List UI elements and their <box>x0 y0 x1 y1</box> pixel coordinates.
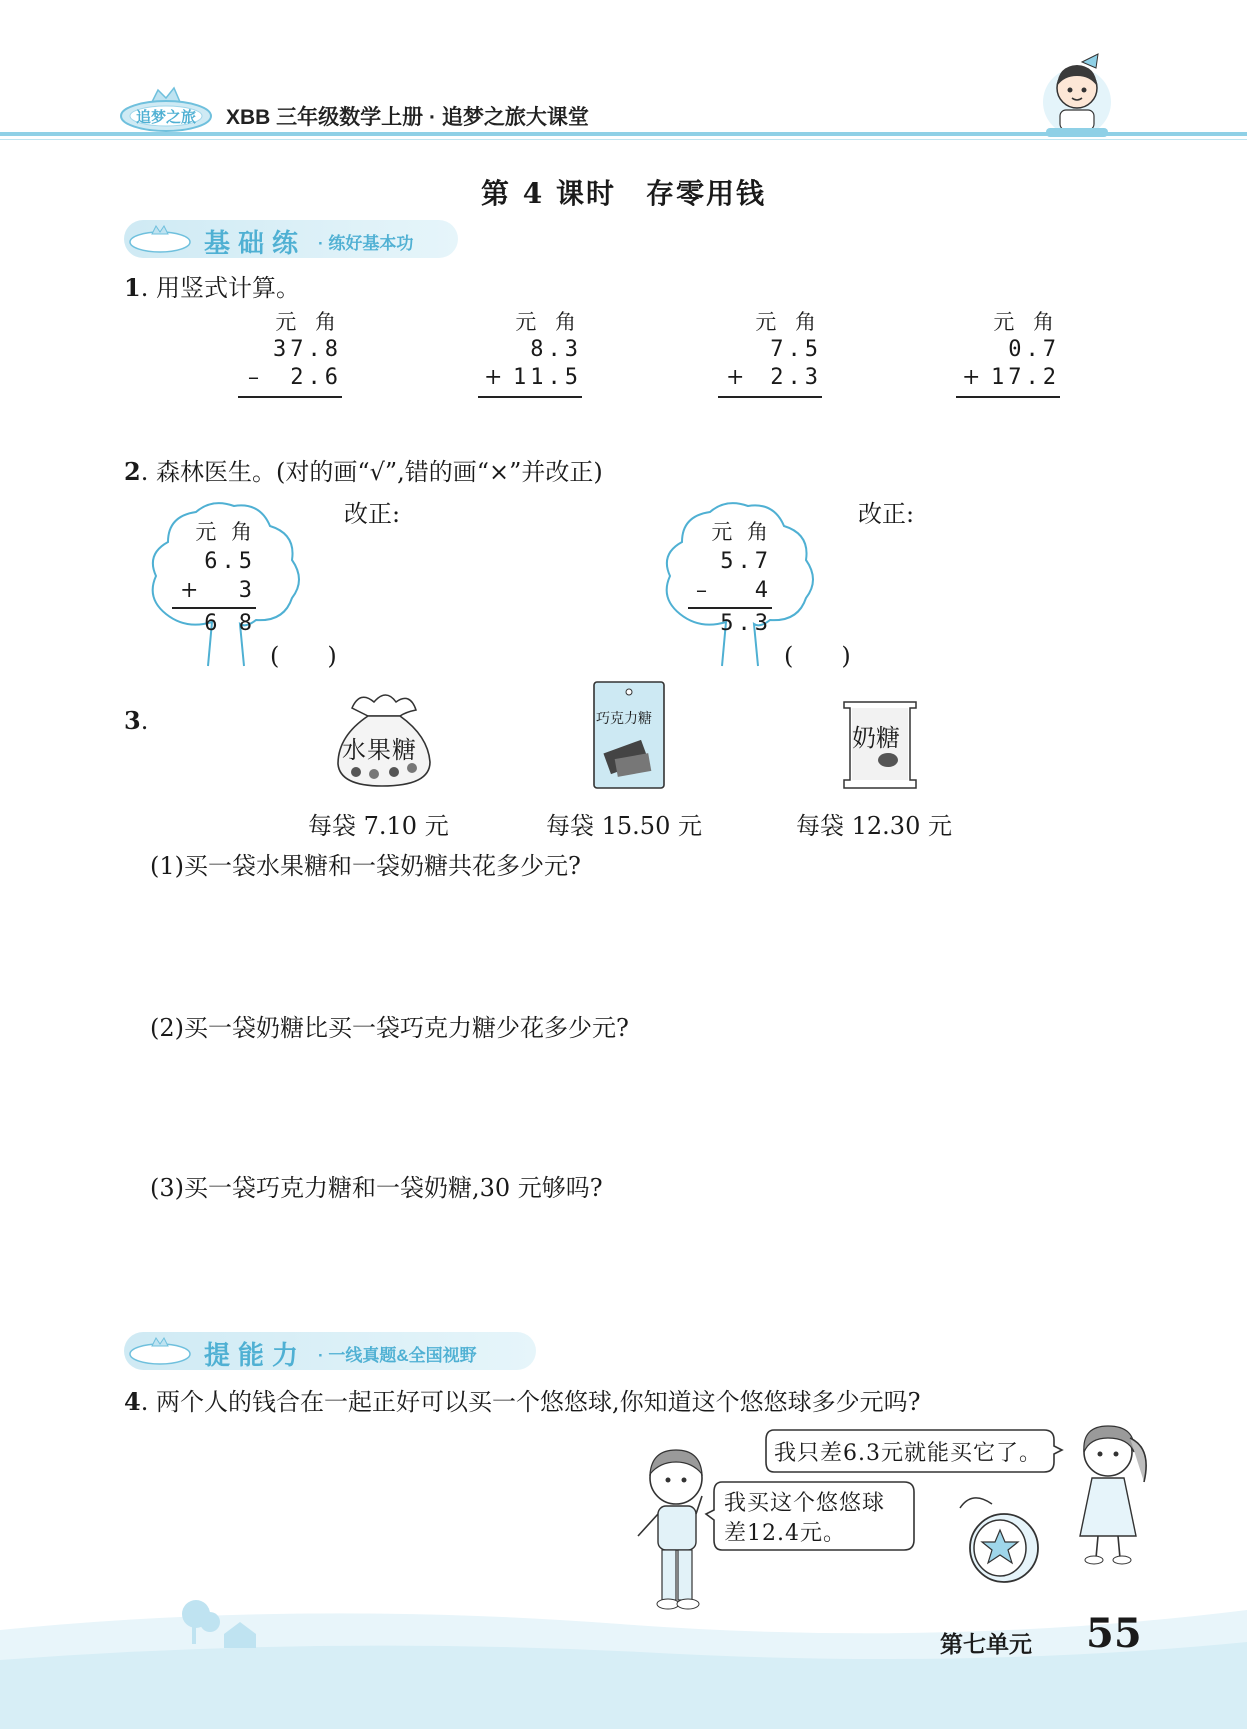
calc-operand-b: 2.6 <box>290 365 342 390</box>
question-2 <box>124 452 603 487</box>
mascot-girl-illustration <box>1038 52 1116 138</box>
price-chocolate-candy: 每袋 15.50 元 <box>546 812 702 840</box>
calc-operator: + <box>726 365 745 390</box>
boy-speech-line2: 差12.4元。 <box>724 1521 846 1546</box>
milk-candy-bag-illustration <box>842 698 918 792</box>
price-milk-candy: 每袋 12.30 元 <box>796 812 952 840</box>
vertical-calc-1 <box>238 308 342 398</box>
boy-illustration <box>632 1444 722 1614</box>
question-4 <box>124 1382 920 1417</box>
header-logo-text: 追梦之旅 <box>136 109 197 126</box>
logo-badge-icon <box>128 224 192 254</box>
section-banner-title: 基础练 <box>204 228 307 258</box>
calc-operand-a: 5.7 <box>720 549 772 574</box>
section-banner-subtitle: · 一线真题&全国视野 <box>318 1346 477 1365</box>
vertical-calc-2 <box>478 308 582 398</box>
calc-operator: – <box>696 578 707 603</box>
bottom-decoration <box>0 1590 1247 1729</box>
calc-units: 元 角 <box>993 310 1060 334</box>
question-text: . 森林医生。(对的画“√”,错的画“×”并改正) <box>140 458 603 486</box>
yoyo-illustration <box>952 1480 1062 1590</box>
calc-units: 元 角 <box>195 520 256 544</box>
calc-operand-b: 2.3 <box>770 365 822 390</box>
calc-operand-b: 3 <box>238 578 256 603</box>
boy-speech-bubble <box>712 1480 920 1550</box>
bag-label: 水果糖 <box>342 736 417 764</box>
calc-operator: – <box>248 365 259 390</box>
boy-speech-line1: 我买这个悠悠球 <box>724 1491 886 1516</box>
question-text: . 两个人的钱合在一起正好可以买一个悠悠球,你知道这个悠悠球多少元吗? <box>140 1388 921 1416</box>
question-text: . 用竖式计算。 <box>140 274 300 302</box>
calc-operand-a: 8.3 <box>530 337 582 362</box>
calc-underline <box>238 396 342 398</box>
calc-units: 元 角 <box>515 310 582 334</box>
header-title: XBB 三年级数学上册 · 追梦之旅大课堂 <box>226 106 589 129</box>
question-3 <box>124 706 148 735</box>
logo-badge-icon <box>128 1336 192 1366</box>
bag-label: 巧克力糖 <box>596 711 652 727</box>
question-text: . <box>140 707 149 735</box>
correction-label-2: 改正: <box>858 500 915 528</box>
calc-operator: + <box>962 365 981 390</box>
calc-operand-a: 7.5 <box>770 337 822 362</box>
correction-label-1: 改正: <box>344 500 401 528</box>
vertical-calc-3 <box>718 308 822 398</box>
question-number: 3 <box>124 706 141 735</box>
tree-calc-1 <box>172 518 256 638</box>
header-divider-thin <box>0 139 1247 140</box>
question-number: 2 <box>124 457 141 486</box>
calc-underline <box>718 396 822 398</box>
chocolate-candy-bag-illustration <box>592 680 666 790</box>
section-banner-advanced <box>124 1332 536 1370</box>
page-number: 55 <box>1086 1610 1142 1657</box>
calc-result: 6 8 <box>204 611 256 636</box>
calc-units: 元 角 <box>755 310 822 334</box>
calc-operand-a: 37.8 <box>273 337 342 362</box>
vertical-calc-4 <box>956 308 1060 398</box>
calc-operand-a: 0.7 <box>1008 337 1060 362</box>
calc-underline <box>956 396 1060 398</box>
girl-speech-bubble <box>764 1428 1056 1472</box>
calc-operator: + <box>180 578 199 603</box>
section-banner-subtitle: · 练好基本功 <box>318 234 414 253</box>
calc-operand-b: 4 <box>754 578 772 603</box>
sub-question-3: (3)买一袋巧克力糖和一袋奶糖,30 元够吗? <box>150 1174 603 1202</box>
answer-bracket-1: ( ) <box>270 642 337 670</box>
calc-result: 5.3 <box>720 611 772 636</box>
calc-operator: + <box>484 365 503 390</box>
footer-unit: 第七单元 <box>940 1631 1032 1657</box>
calc-operand-b: 17.2 <box>991 365 1060 390</box>
calc-units: 元 角 <box>711 520 772 544</box>
sub-question-2: (2)买一袋奶糖比买一袋巧克力糖少花多少元? <box>150 1014 629 1042</box>
lesson-title: 第 4 课时 存零用钱 <box>481 177 766 210</box>
question-number: 1 <box>124 273 141 302</box>
calc-operand-a: 6.5 <box>204 549 256 574</box>
fruit-candy-bag-illustration <box>330 686 436 790</box>
question-number: 4 <box>124 1387 141 1416</box>
calc-units: 元 角 <box>275 310 342 334</box>
girl-illustration <box>1066 1418 1156 1568</box>
section-banner-title: 提能力 <box>204 1340 307 1370</box>
header-logo <box>118 80 214 136</box>
girl-speech-text: 我只差6.3元就能买它了。 <box>774 1441 1042 1466</box>
sub-question-1: (1)买一袋水果糖和一袋奶糖共花多少元? <box>150 852 581 880</box>
answer-bracket-2: ( ) <box>784 642 851 670</box>
question-1 <box>124 268 300 303</box>
section-banner-basic <box>124 220 458 258</box>
calc-underline <box>478 396 582 398</box>
price-fruit-candy: 每袋 7.10 元 <box>308 812 449 840</box>
calc-operand-b: 11.5 <box>513 365 582 390</box>
bag-label: 奶糖 <box>852 724 900 752</box>
tree-calc-2 <box>688 518 772 638</box>
